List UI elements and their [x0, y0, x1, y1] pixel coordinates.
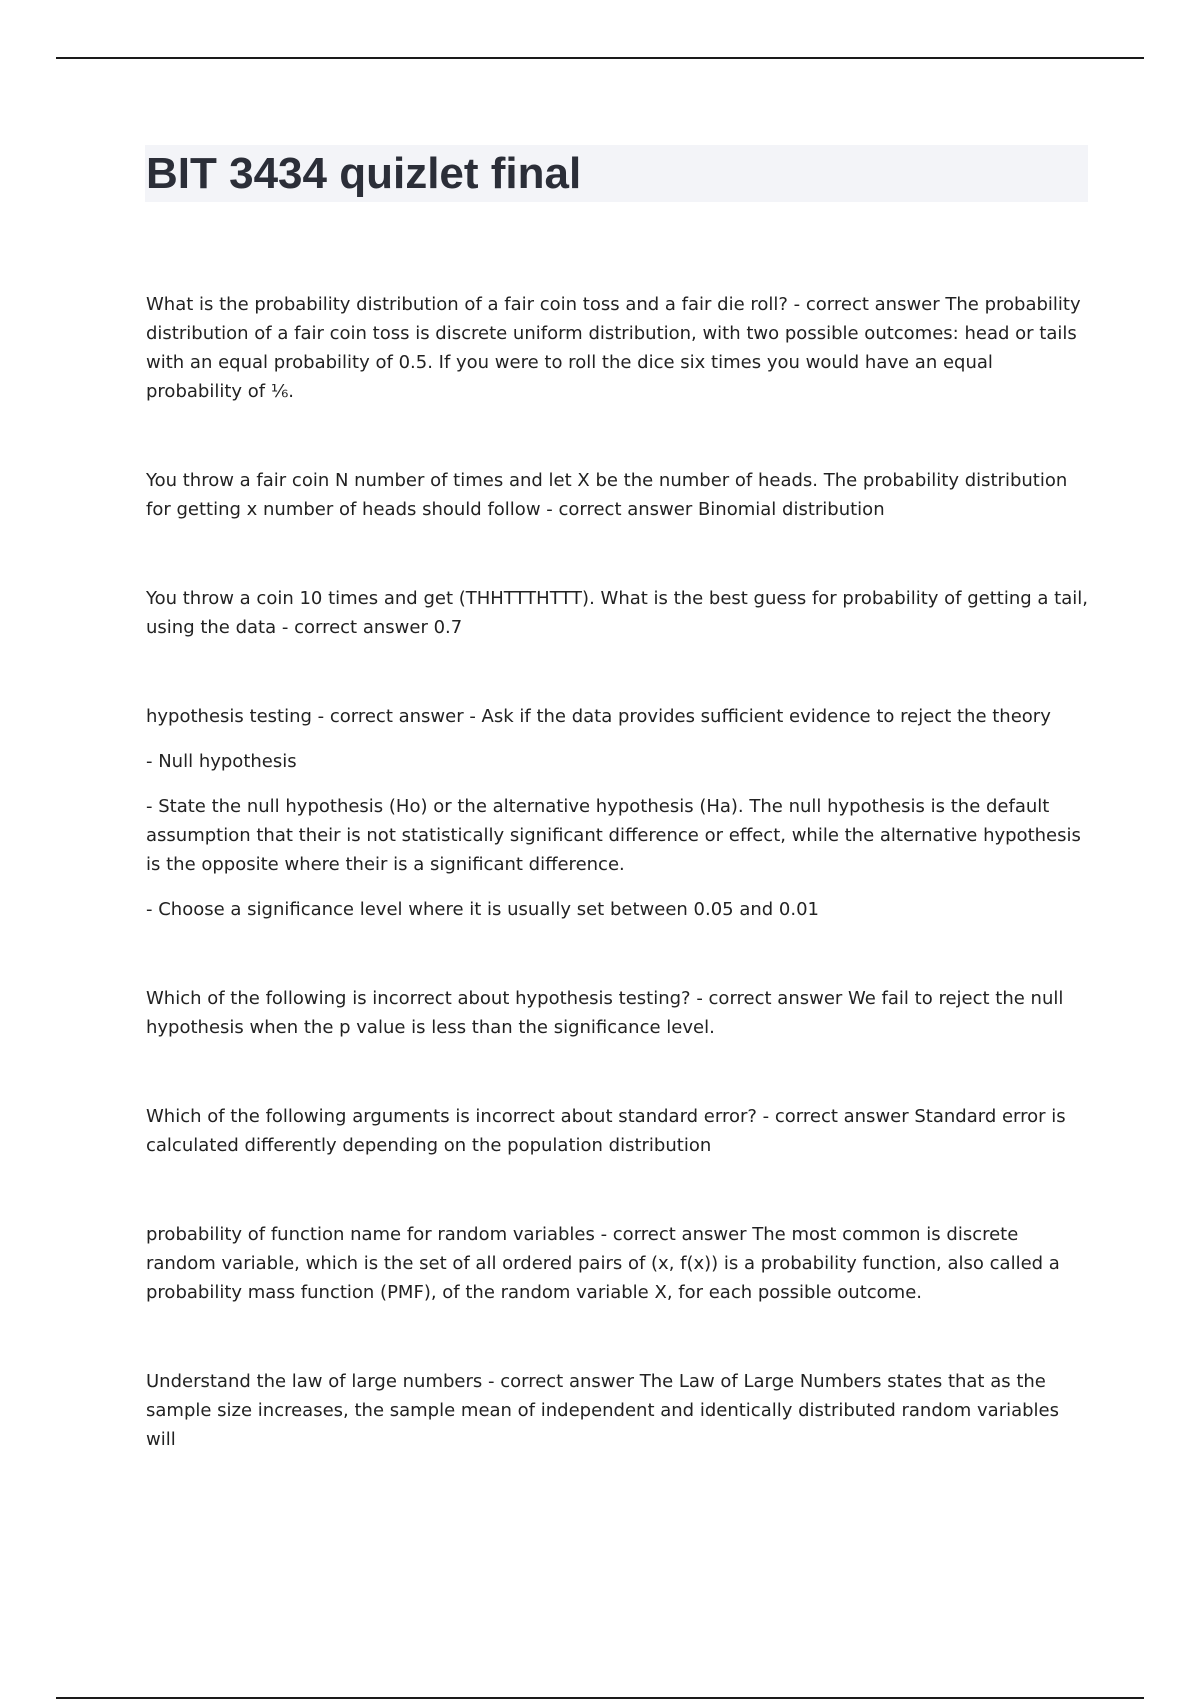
hypothesis-significance-item: - Choose a significance level where it is usually set between 0.05 and 0.01	[146, 899, 819, 920]
qa-entry-coin-die: What is the probability distribution of a fair coin toss and a fair die roll? - correct answer The probability distribution of a fair coin toss is discrete uniform distribution, with two possible outcomes: head or tails with an equal probability of 0.5. If you were to roll the dice six times you would have an equal probability of ⅙.	[146, 294, 1081, 402]
hypothesis-null-item: - Null hypothesis	[146, 751, 297, 772]
qa-entry-tail-probability: You throw a coin 10 times and get (THHTTTHTTT). What is the best guess for probability of getting a tail, using the data - correct answer 0.7	[146, 588, 1088, 638]
qa-entry-probability-function: probability of function name for random variables - correct answer The most common is discrete random variable, which is the set of all ordered pairs of (x, f(x)) is a probability function, also called a probability mass function (PMF), of the random variable X, for each possible outcome.	[146, 1224, 1060, 1303]
qa-entry-hypothesis-incorrect: Which of the following is incorrect about hypothesis testing? - correct answer We fail to reject the null hypothesis when the p value is less than the significance level.	[146, 988, 1064, 1038]
hypothesis-lead: hypothesis testing - correct answer - Ask if the data provides sufficient evidence to reject the theory	[146, 706, 1051, 727]
bottom-rule	[56, 1697, 1144, 1699]
qa-entry-hypothesis-testing	[146, 702, 1091, 924]
document-body	[146, 290, 1091, 1454]
qa-entry-binomial: You throw a fair coin N number of times and let X be the number of heads. The probability distribution for getting x number of heads should follow - correct answer Binomial distribution	[146, 470, 1068, 520]
top-rule	[56, 57, 1144, 59]
qa-entry-law-large-numbers: Understand the law of large numbers - correct answer The Law of Large Numbers states that as the sample size increases, the sample mean of independent and identically distributed random variables will	[146, 1371, 1060, 1450]
qa-entry-standard-error: Which of the following arguments is incorrect about standard error? - correct answer Standard error is calculated differently depending on the population distribution	[146, 1106, 1066, 1156]
document-title: BIT 3434 quizlet final	[146, 149, 582, 198]
hypothesis-state-item: - State the null hypothesis (Ho) or the alternative hypothesis (Ha). The null hypothesis is the default assumption that their is not statistically significant difference or effect, while the alternative hypothesis is the opposite where their is a significant difference.	[146, 796, 1081, 875]
